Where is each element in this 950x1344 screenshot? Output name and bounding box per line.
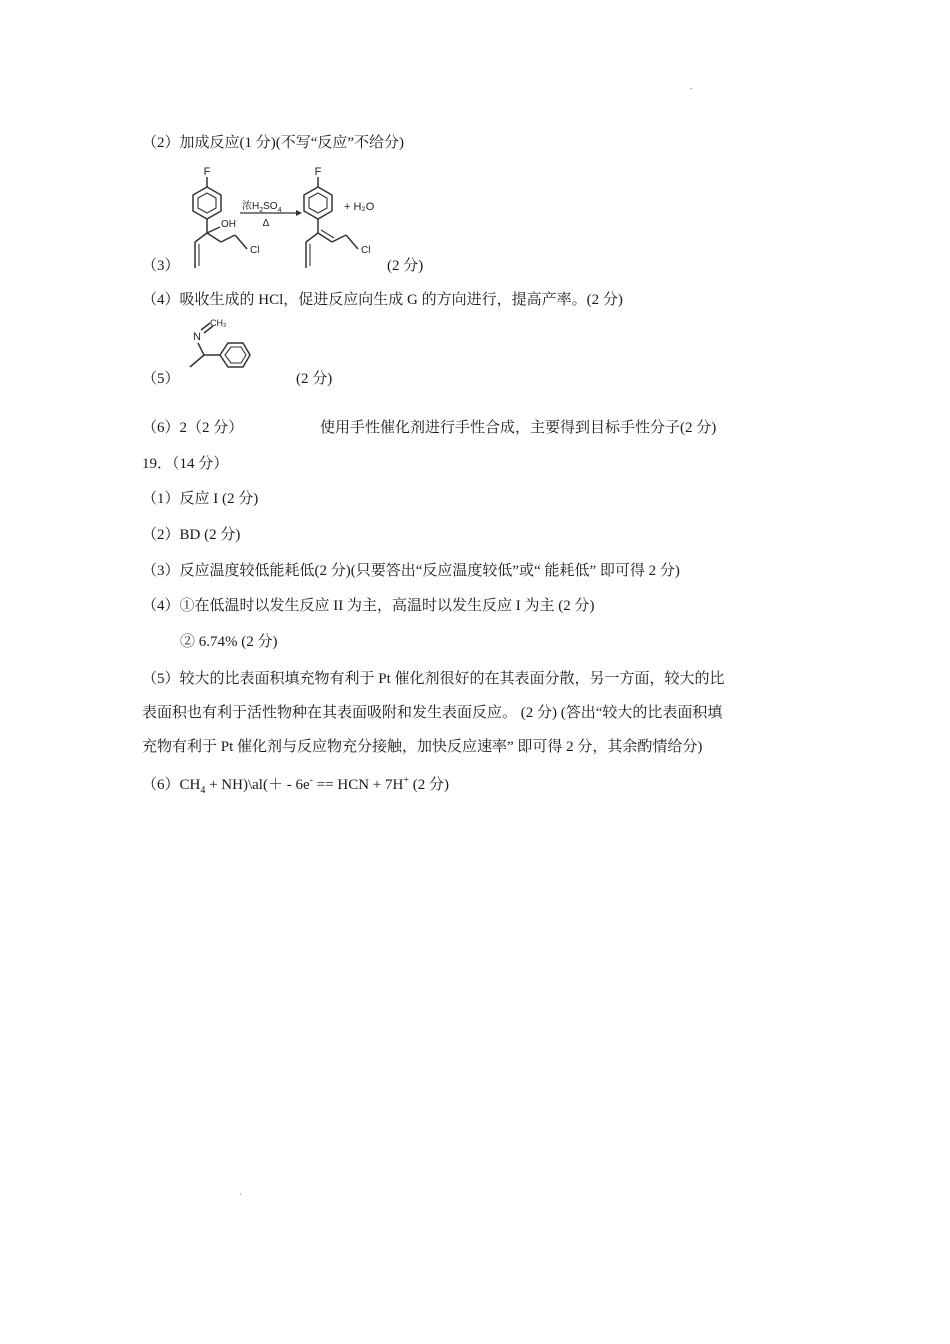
atom-n: N	[193, 331, 201, 343]
page-mark-top: -	[690, 84, 693, 93]
question-19-header: 19．（14 分）	[142, 456, 229, 472]
reagent-label: 浓$H_2SO_4$	[242, 201, 282, 214]
answer-19-1: （1）反应 I (2 分)	[142, 491, 259, 507]
answer-19-6: $(6)CH_4$ + NH)\al(＋ - 6e- == HCN + 7H+ (2 分)	[142, 775, 449, 796]
page-mark-bottom: '	[240, 1192, 242, 1201]
atom-f-right: F	[314, 166, 322, 178]
answer-18-2: （2）加成反应(1 分)(不写“反应”不给分)	[142, 135, 405, 151]
answer-19-5-line1: （5）较大的比表面积填充物有利于 Pt 催化剂很好的在其表面分散，另一方面，较大的比	[142, 671, 725, 687]
atom-cl-right: Cl	[361, 245, 371, 256]
water-byproduct: + H₂O	[344, 201, 375, 213]
answer-18-3-label: （3）	[142, 258, 180, 274]
answer-18-4: （4）吸收生成的 HCl，促进反应向生成 G 的方向进行，提高产率。(2 分)	[142, 292, 623, 308]
answer-18-5-label: （5）	[142, 371, 180, 387]
imine-structure	[180, 316, 280, 386]
answer-18-6-left: （6）2（2 分）	[142, 420, 244, 436]
answer-18-5-score: (2 分)	[296, 371, 333, 387]
answer-19-2: （2）BD (2 分)	[142, 527, 241, 543]
atom-f-left: F	[203, 166, 211, 178]
answer-18-3-score: (2 分)	[387, 258, 424, 274]
answer-19-4-2: ② 6.74% (2 分)	[180, 634, 278, 650]
atom-cl-left: Cl	[250, 245, 260, 256]
answer-19-5-line2: 表面积也有利于活性物种在其表面吸附和发生表面反应。 (2 分) (答出“较大的比表面积填	[142, 705, 723, 721]
condition-label: Δ	[262, 218, 270, 229]
answer-19-3: （3）反应温度较低能耗低(2 分)(只要答出“反应温度较低”或“ 能耗低” 即可得 2 分)	[142, 563, 680, 579]
answer-19-5-line3: 充物有利于 Pt 催化剂与反应物充分接触，加快反应速率” 即可得 2 分，其余酌情给分)	[142, 739, 703, 755]
atom-ch2: CH₂	[210, 318, 227, 328]
answer-18-6-right: 使用手性催化剂进行手性合成，主要得到目标手性分子(2 分)	[320, 420, 717, 436]
atom-oh: OH	[221, 219, 236, 230]
answer-19-4-1: （4）①在低温时以发生反应 II 为主，高温时以发生反应 I 为主 (2 分)	[142, 598, 595, 614]
